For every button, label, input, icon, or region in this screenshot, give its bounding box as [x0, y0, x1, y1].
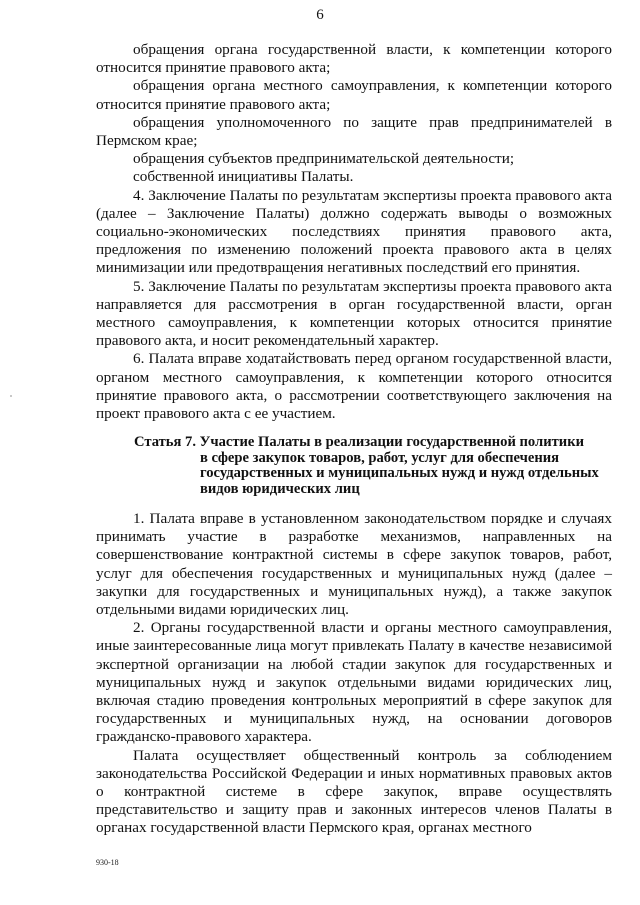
paragraph: собственной инициативы Палаты.	[133, 168, 354, 186]
footer-code: 930-18	[96, 858, 119, 867]
paragraph: обращения органа местного самоуправления, к компетенции которого относится принятие правового акта;	[96, 77, 612, 113]
body-text-top	[96, 41, 612, 423]
paragraph: обращения уполномоченного по защите прав предпринимателей в Пермском крае;	[96, 113, 612, 150]
paragraph-item-1: 1. Палата вправе в установленном законодательством порядке и случаях принимать участие в разработке механизмов, направленных на совершенствование контрактной системы в сфере закупок товаров, работ, услуг для обеспечения государственных и муниципальных нужд (далее – закупки для государственных и муниципальных нужд), а также закупок отдельными видами юридических лиц.	[96, 510, 612, 619]
paragraph: обращения субъектов предпринимательской деятельности;	[133, 150, 515, 168]
margin-mark	[10, 395, 12, 397]
paragraph-item-4: 4. Заключение Палаты по результатам экспертизы проекта правового акта (далее – Заключение Палаты) должно содержать выводы о возможных социально-экономических последствиях принятия правового акта, предложения по изменению положений проекта правового акта в целях минимизации или предотвращения негативных последствий его принятия.	[96, 186, 612, 277]
body-text-bottom	[96, 510, 612, 838]
paragraph: обращения органа государственной власти, к компетенции которого относится принятие правового акта;	[96, 41, 612, 77]
paragraph: Палата осуществляет общественный контроль за соблюдением законодательства Российской Федерации и иных нормативных правовых актов о контрактной системе в сфере закупок, вправе осуществлять представительство и защиту прав и законных интересов членов Палаты в органах государственной власти Пермского края, органах местного	[96, 746, 612, 837]
article-heading-title: Статья 7. Участие Палаты в реализации государственной политики	[134, 434, 585, 450]
paragraph-item-5: 5. Заключение Палаты по результатам экспертизы проекта правового акта направляется для рассмотрения в орган государственной власти, орган местного самоуправления, к компетенции которых относится принятие правового акта, и носит рекомендательный характер.	[96, 277, 612, 350]
article-heading-subtitle: в сфере закупок товаров, работ, услуг для обеспечения государственных и муниципальных нужд и нужд отдельных видов юридических лиц	[200, 449, 599, 497]
paragraph-item-2: 2. Органы государственной власти и органы местного самоуправления, иные заинтересованные лица могут привлекать Палату в качестве независимой экспертной организации на любой стадии закупок для государственных и муниципальных нужд и закупок отдельными видами юридических лиц, включая стадию проведения контрольных мероприятий в сфере закупок для государственных и муниципальных нужд, на основании договоров гражданско-правового характера.	[96, 619, 612, 746]
paragraph-item-6: 6. Палата вправе ходатайствовать перед органом государственной власти, органом местного самоуправления, к компетенции которого относится принятие правового акта, о рассмотрении соответствующего заключения на проект правового акта с ее участием.	[96, 350, 612, 423]
page-number: 6	[316, 7, 324, 23]
article-heading	[134, 435, 612, 497]
